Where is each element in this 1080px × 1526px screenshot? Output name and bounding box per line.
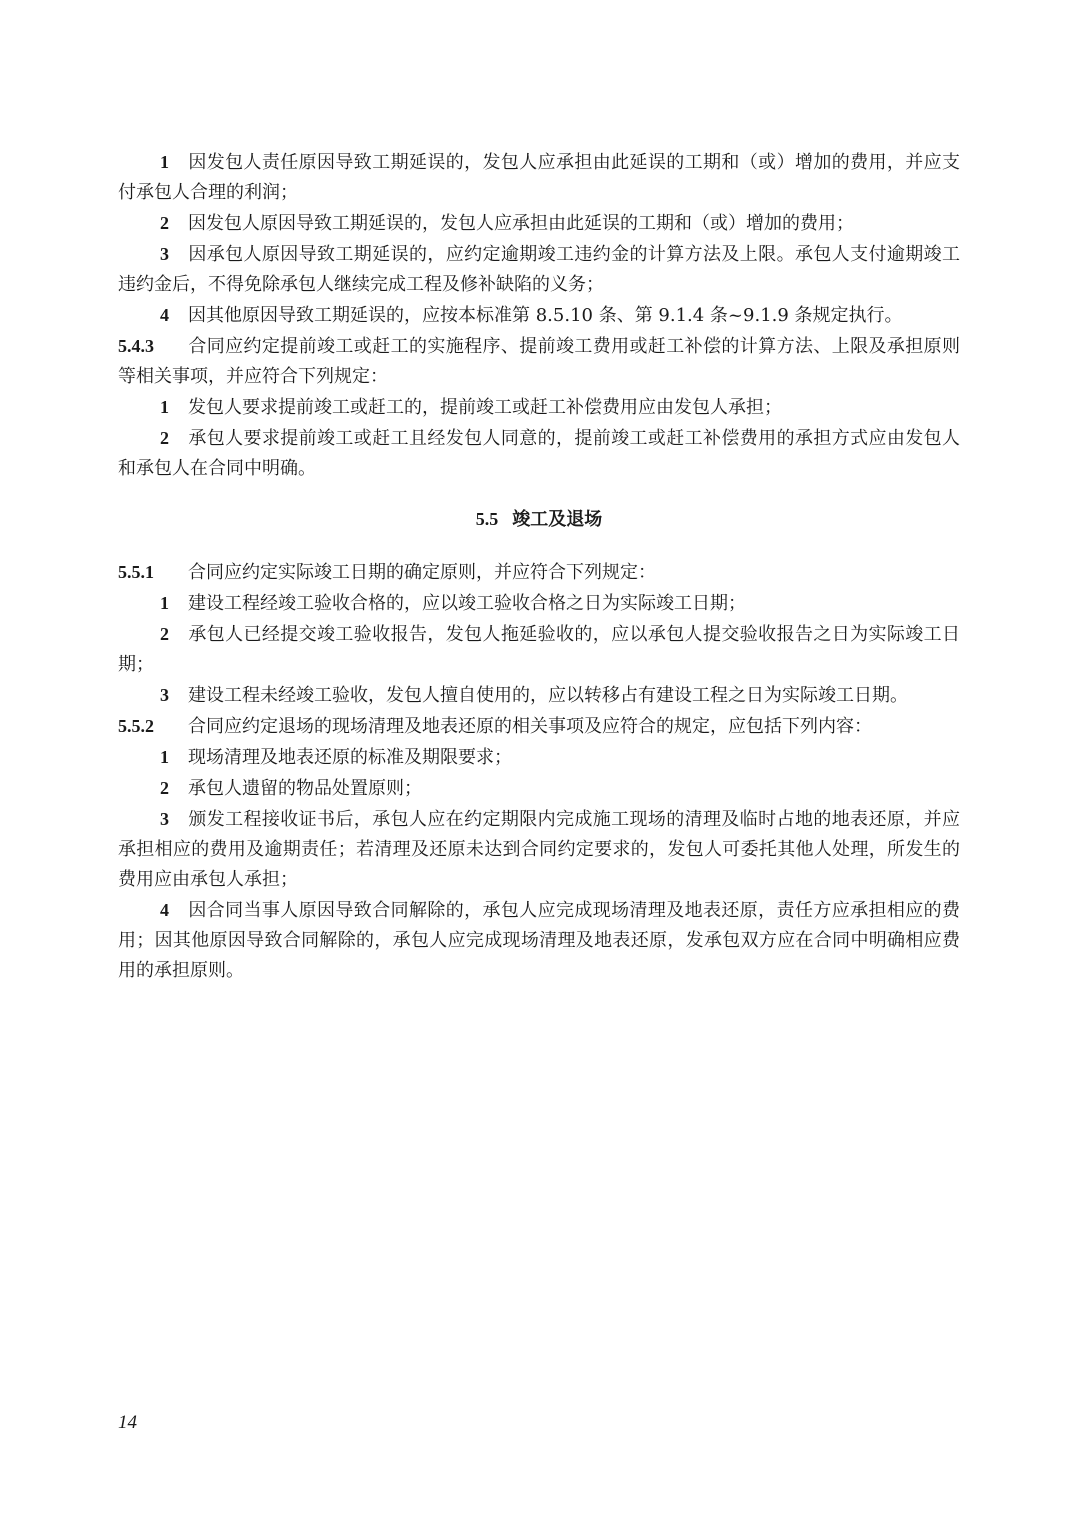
clause-number: 5.5.1: [118, 562, 154, 582]
list-item: [118, 239, 960, 300]
list-item: [118, 773, 960, 804]
item-text: 因发包人责任原因导致工期延误的，发包人应承担由此延误的工期和（或）增加的费用，并应支付承包人合理的利润；: [118, 152, 960, 203]
clause-number: 5.4.3: [118, 336, 154, 356]
section-number: 5.5: [475, 509, 499, 529]
list-item: [118, 423, 960, 484]
item-number: 2: [160, 213, 169, 233]
item-text: 因合同当事人原因导致合同解除的，承包人应完成现场清理及地表还原，责任方应承担相应的费用；因其他原因导致合同解除的，承包人应完成现场清理及地表还原，发承包双方应在合同中明确相应费用的承担原则。: [118, 900, 960, 981]
item-text: 发包人要求提前竣工或赶工的，提前竣工或赶工补偿费用应由发包人承担；: [188, 397, 782, 418]
item-number: 1: [160, 593, 169, 613]
clause-5-5-1: [118, 557, 960, 588]
item-number: 4: [160, 900, 169, 920]
section-title: 竣工及退场: [512, 509, 603, 530]
item-number: 1: [160, 747, 169, 767]
list-item: [118, 804, 960, 895]
item-number: 2: [160, 624, 169, 644]
document-body: [118, 147, 960, 986]
clause-text: 合同应约定提前竣工或赶工的实施程序、提前竣工费用或赶工补偿的计算方法、上限及承担原则等相关事项，并应符合下列规定：: [118, 336, 960, 387]
item-number: 3: [160, 244, 169, 264]
item-text: 承包人已经提交竣工验收报告，发包人拖延验收的，应以承包人提交验收报告之日为实际竣工日期；: [118, 624, 960, 675]
clause-number: 5.5.2: [118, 716, 154, 736]
clause-text: 合同应约定退场的现场清理及地表还原的相关事项及应符合的规定，应包括下列内容：: [188, 716, 872, 737]
clause-5-4-3: [118, 331, 960, 392]
list-item: [118, 300, 960, 331]
list-item: [118, 895, 960, 986]
list-item: [118, 588, 960, 619]
list-item: [118, 680, 960, 711]
item-number: 3: [160, 685, 169, 705]
item-number: 2: [160, 778, 169, 798]
item-text: 建设工程未经竣工验收，发包人擅自使用的，应以转移占有建设工程之日为实际竣工日期。: [188, 685, 908, 706]
item-text: 因承包人原因导致工期延误的，应约定逾期竣工违约金的计算方法及上限。承包人支付逾期竣工违约金后，不得免除承包人继续完成工程及修补缺陷的义务；: [118, 244, 960, 295]
item-text: 承包人遗留的物品处置原则；: [188, 778, 422, 799]
item-number: 3: [160, 809, 169, 829]
page-number: 14: [118, 1412, 137, 1433]
item-number: 1: [160, 152, 169, 172]
item-text: 承包人要求提前竣工或赶工且经发包人同意的，提前竣工或赶工补偿费用的承担方式应由发包人和承包人在合同中明确。: [118, 428, 960, 479]
item-text: 因其他原因导致工期延误的，应按本标准第 8.5.10 条、第 9.1.4 条~9.1.9 条规定执行。: [188, 305, 903, 326]
list-item: [118, 619, 960, 680]
item-text: 因发包人原因导致工期延误的，发包人应承担由此延误的工期和（或）增加的费用；: [188, 213, 854, 234]
list-item: [118, 392, 960, 423]
item-number: 4: [160, 305, 169, 325]
clause-text: 合同应约定实际竣工日期的确定原则，并应符合下列规定：: [188, 562, 656, 583]
item-text: 现场清理及地表还原的标准及期限要求；: [188, 747, 512, 768]
list-item: [118, 742, 960, 773]
item-text: 建设工程经竣工验收合格的，应以竣工验收合格之日为实际竣工日期；: [188, 593, 746, 614]
item-text: 颁发工程接收证书后，承包人应在约定期限内完成施工现场的清理及临时占地的地表还原，并应承担相应的费用及逾期责任；若清理及还原未达到合同约定要求的，发包人可委托其他人处理，所发生的费用应由承包人承担；: [118, 809, 960, 890]
section-heading: [118, 504, 960, 535]
clause-5-5-2: [118, 711, 960, 742]
list-item: [118, 147, 960, 208]
item-number: 2: [160, 428, 169, 448]
item-number: 1: [160, 397, 169, 417]
list-item: [118, 208, 960, 239]
